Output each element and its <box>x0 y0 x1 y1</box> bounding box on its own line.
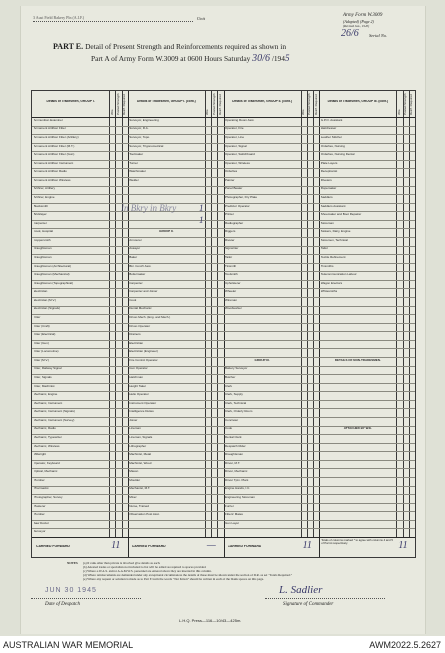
note-b: (b) Attested trades or specialists not included to list will be added as required to spaces provided. <box>83 566 207 569</box>
trade-label: Assayer <box>129 247 141 251</box>
unit-name: 3 Aust Field Bakery Pln (A.I.F.) <box>33 16 85 20</box>
part-title-row <box>53 42 286 51</box>
row-rule <box>32 203 415 204</box>
trade-label: Armament Artificer Fitter (Gun) <box>33 153 75 157</box>
trade-label: Operator, Keyboard <box>33 461 60 465</box>
date-caption: Date of Despatch <box>45 602 80 607</box>
column-header: W.E. <box>109 108 114 115</box>
column-header: W.E. <box>396 108 401 115</box>
row-rule <box>32 297 415 298</box>
trade-label: Ammunition Examiner <box>33 118 63 122</box>
trade-label: Fitter (M.V.) <box>33 358 50 362</box>
row-rule <box>32 194 415 195</box>
row-rule <box>32 434 415 435</box>
column-header: Reinf. Required <box>409 94 414 115</box>
trade-label: Helio Operator <box>129 393 149 397</box>
trade-label: Photographer, Dry Plate <box>225 195 258 199</box>
row-rule <box>32 357 415 358</box>
trade-label: Wheeler <box>225 290 237 294</box>
trade-label: Joiner <box>129 418 138 422</box>
trade-label: Saddlers <box>320 195 333 199</box>
row-rule <box>32 400 415 401</box>
trade-label: Lineman, Signals <box>129 435 153 439</box>
trade-label: Millwright <box>33 453 47 457</box>
trade-label: Ropemaker <box>320 187 337 191</box>
date-written: 30/6 <box>252 53 270 64</box>
trade-label: Saddlers Assistant <box>320 204 346 208</box>
trade-label: Leather Stitcher <box>320 135 342 139</box>
trade-label: Clerk, Technical <box>225 401 247 405</box>
group-header: Details of Tradesmen, GROUP III. (cont.) <box>327 100 389 103</box>
trade-label: Armourer <box>129 238 142 242</box>
trade-label: Drainers <box>129 333 141 337</box>
trade-label: Mason <box>129 470 139 474</box>
trade-label: Tinsmiths <box>320 264 334 268</box>
trade-label: Shoemaker and Boot Repairer <box>320 213 362 217</box>
row-rule <box>32 486 415 487</box>
trade-label: Instrument Operator <box>129 401 157 405</box>
trade-label: Draughtsman <box>33 255 52 259</box>
trade-label: Woodworker <box>225 307 242 311</box>
trade-label: Surveyor, Trigonometrical <box>129 144 164 148</box>
row-rule <box>32 143 415 144</box>
row-rule <box>32 494 415 495</box>
form-sheet <box>20 6 426 634</box>
part-line2: Part A of Army Form W.3009 at 0600 Hours Saturday <box>91 54 251 63</box>
trade-label: Whitesmiths <box>320 290 338 294</box>
trade-label: Turner <box>129 161 138 165</box>
row-rule <box>32 246 415 247</box>
row-rule <box>32 383 415 384</box>
row-rule <box>32 160 415 161</box>
part-title: PART E. <box>53 42 84 51</box>
serial-value: 26/6 <box>341 28 359 39</box>
row-rule <box>32 237 415 238</box>
trade-label: Photographer, Survey <box>33 495 63 499</box>
trade-label: Cook <box>129 298 137 302</box>
row-rule <box>32 228 415 229</box>
group-header: Details of Tradesmen, GROUP I. (cont.) <box>136 100 196 103</box>
trade-label: Height Taker <box>129 384 147 388</box>
trade-label: Toolsmith <box>225 273 238 277</box>
trade-label: Tailor <box>320 247 328 251</box>
trade-label: Radiographer <box>225 221 244 225</box>
trade-label: Bricklayer <box>33 213 47 217</box>
trade-label: Blacksmith <box>33 204 49 208</box>
carried-forward-total: 11 <box>111 540 121 551</box>
note-c: (c) Where a.W.A.S. and/or A.A.M.W.S. personnel are entered above they are inserted in this column. <box>83 570 212 573</box>
date-underline <box>31 598 141 599</box>
trade-label: Dental Mechanic <box>129 307 152 311</box>
trade-label: Furrier <box>225 504 234 508</box>
trade-label: Watchmaker <box>129 170 146 174</box>
row-rule <box>32 366 415 367</box>
serial-label: Serial No. <box>369 33 388 38</box>
trade-label: Welder <box>129 178 139 182</box>
trade-label: Fitter, Signals <box>33 375 52 379</box>
trade-label: Concreter <box>225 418 239 422</box>
trade-label: Observation Post Asst. <box>129 513 160 517</box>
carried-forward-label: CARRIED FORWARD <box>36 545 70 548</box>
despatch-date-stamp: JUN 30 1945 <box>45 587 97 594</box>
signature-caption: Signature of Commander <box>283 602 334 607</box>
part-line2-row <box>91 53 289 64</box>
row-rule <box>32 263 415 264</box>
trade-label: Draughtsman (Mechanical) <box>33 273 70 277</box>
trade-label: Stokers, Dairy, Engine <box>320 230 351 234</box>
trade-label: Draughtsman <box>225 453 244 457</box>
trade-label: Carpenter <box>33 221 47 225</box>
trade-label: Surveyor, Engineering <box>129 118 159 122</box>
note-a: (a) If rank other than private is involved give details as each. <box>83 562 161 565</box>
row-rule <box>32 451 415 452</box>
trade-label: Driver, Mechanic <box>225 470 248 474</box>
trade-label: Butcher <box>225 375 236 379</box>
signature-underline <box>265 598 385 599</box>
row-rule <box>32 306 415 307</box>
note-e: (e) Where any request or solution is made as to Part E form the words “Not Knwn” should be written in each of the blank spaces on this page. <box>83 578 264 581</box>
trade-label: Riveter <box>225 238 235 242</box>
trade-label: Mechanic, Typewriter <box>33 435 62 439</box>
trade-label: Intelligence Duties <box>129 410 154 414</box>
row-rule <box>32 528 415 529</box>
form-adapted: (Adapted) (Page 2) <box>343 19 374 24</box>
row-rule <box>32 271 415 272</box>
handwritten-baker-posted: 1 <box>199 203 204 213</box>
row-rule <box>32 426 415 427</box>
trade-label: Armament Artificer Wireless <box>33 178 71 182</box>
row-rule <box>32 477 415 478</box>
commander-signature: L. Sadlier <box>279 584 323 596</box>
trade-label: Carpenter <box>129 281 143 285</box>
trade-label: Fitter (Craft) <box>33 324 50 328</box>
trade-label: Orderlies, Nursing <box>320 144 345 148</box>
row-rule <box>32 288 415 289</box>
trade-label: Fire Control Operator <box>129 358 158 362</box>
trade-label: Clerk, Supply <box>225 393 243 397</box>
form-title: Army Form W.3009 <box>343 13 383 18</box>
trade-label: Armament Artificer Instrument <box>33 161 74 165</box>
row-rule <box>32 211 415 212</box>
trade-label: Moulder <box>129 478 141 482</box>
trade-label: Fitter (Gun) <box>33 341 49 345</box>
trade-label: Mixer <box>129 495 137 499</box>
trade-label: Engineering Storeman <box>225 495 255 499</box>
trade-label: Boilermaker <box>129 273 146 277</box>
trade-label: Textile Refinement <box>320 255 346 259</box>
row-rule <box>32 186 415 187</box>
row-rule <box>32 134 415 135</box>
trade-label: Baker <box>129 255 138 259</box>
trade-label: Riveters <box>320 178 332 182</box>
trade-label: Engine Hands, I.C. <box>225 487 251 491</box>
row-rule <box>32 323 415 324</box>
row-rule <box>32 503 415 504</box>
trade-label: Lithographer <box>129 444 147 448</box>
trade-label: Mechanic, Engine <box>33 393 58 397</box>
column-header: Posted Strength <box>403 93 408 115</box>
trade-label: Mechanic, Instrument <box>33 401 63 405</box>
archive-strip <box>0 636 445 653</box>
trade-label: Hairdresser <box>320 127 337 131</box>
column-header: Posted Strength <box>115 93 120 115</box>
row-rule <box>32 280 415 281</box>
trade-label: Tailor <box>225 255 233 259</box>
trade-label: Tinsmith <box>225 264 237 268</box>
trade-label: DETAILS OF NON-TRADESMEN. <box>334 358 381 362</box>
trade-label: Armament Artificer Fitter (Artillery) <box>33 135 79 139</box>
trade-label: Despatch Rider <box>225 444 246 448</box>
unit-suffix: Unit <box>197 16 206 21</box>
unit-underline <box>33 21 193 22</box>
trade-label: Operator, Fire <box>225 127 244 131</box>
trade-label: Operator, Line <box>225 135 245 139</box>
row-rule <box>32 340 415 341</box>
trade-label: Fitter, Machinist <box>33 384 55 388</box>
group-header: Details of Tradesmen, GROUP I. <box>46 100 95 103</box>
trade-label: Operator, Wireless <box>225 161 250 165</box>
trade-label: Storeman <box>320 221 334 225</box>
group-header: Details of Tradesmen, GROUP II. (cont.) <box>232 100 292 103</box>
trade-label: Hatchman <box>129 375 143 379</box>
trade-label: Clerk, Orderly Room <box>225 410 253 414</box>
trade-label: Toolmaker <box>129 153 144 157</box>
trade-label: Mechanic, Wireless <box>33 444 60 448</box>
notes-label: NOTES <box>67 562 78 565</box>
trade-label: Artificer, Artillery <box>33 187 56 191</box>
trade-label: Surveyor <box>33 530 46 534</box>
column-header: W.E. <box>205 108 210 115</box>
trade-label: Draughtsman (Topographical) <box>33 281 74 285</box>
carried-forward-label: CARRIED FORWARD <box>227 545 262 548</box>
trade-label: G.P.O. Assistant <box>320 118 343 122</box>
part-line1: Detail of Present Strength and Reinforcements required as shown in <box>85 42 287 51</box>
trade-label: Signwriter <box>225 247 239 251</box>
row-rule <box>32 348 415 349</box>
trade-label: Receptionist <box>320 170 338 174</box>
trade-label: Operating Room Asst. <box>225 118 255 122</box>
row-rule <box>32 511 415 512</box>
trade-label: Surveyor, R.A. <box>129 127 149 131</box>
trade-label: Electrician <box>129 341 144 345</box>
archive-name: AUSTRALIAN WAR MEMORIAL <box>3 640 134 650</box>
trade-label: Coppersmith <box>33 238 51 242</box>
trade-label: Cook, Hospital <box>33 230 54 234</box>
trade-label: Printer <box>225 213 234 217</box>
archive-id: AWM2022.5.2627 <box>369 640 441 650</box>
trade-label: Optical, Mechanic <box>33 470 58 474</box>
trade-label: Riggers <box>225 230 236 234</box>
trade-label: Battery Surveyor <box>225 367 248 371</box>
trade-label: Machinist, Wood <box>129 461 152 465</box>
column-header: Reinf. Required <box>217 94 222 115</box>
trade-label: Predictor Operator <box>225 204 250 208</box>
trade-label: Plasterer <box>33 504 46 508</box>
trade-label: Fitter, Railway Signal <box>33 367 62 371</box>
row-rule <box>32 391 415 392</box>
trade-label: Machinist, Metal <box>129 453 151 457</box>
row-rule <box>32 314 415 315</box>
trade-label: Carpenter and Joiner <box>129 290 158 294</box>
strength-table <box>31 90 416 558</box>
trade-label: Mechanist, M.T. <box>129 487 151 491</box>
trade-label: Fitter (Electrical) <box>33 333 56 337</box>
trade-label: Painter <box>225 178 235 182</box>
trade-label: Fitter (Locomotive) <box>33 350 59 354</box>
trade-label: Mechanic, Instrument (Survey) <box>33 418 75 422</box>
footer-rule <box>32 537 415 538</box>
row-rule <box>32 126 415 127</box>
trade-label: Plate Layers <box>320 161 338 165</box>
trade-label: Wireman <box>225 298 238 302</box>
column-header: Posted Strength <box>307 93 312 115</box>
trade-label: Operator, Signal <box>225 144 247 148</box>
printer-line: L.H.Q. Press—116—10/43—425m. <box>179 618 242 623</box>
trade-label: Telecommunication Labour <box>320 273 357 277</box>
trade-label: Orderlies <box>225 170 238 174</box>
trade-label: Clerk <box>225 384 233 388</box>
row-rule <box>32 331 415 332</box>
trade-label: GROUP II. <box>159 230 174 234</box>
trade-label: Plumber <box>33 513 45 517</box>
trade-label: Draughtsman (Architectural) <box>33 264 72 268</box>
trade-label: Electrician (Engineer) <box>129 350 158 354</box>
row-rule <box>32 374 415 375</box>
trade-label: Nurse, Trained <box>129 504 149 508</box>
trade-label: Surveyor, Topo. <box>129 135 151 139</box>
trade-label: Armament Artificer Radio <box>33 170 67 174</box>
trade-label: Driver, M.T. <box>225 461 241 465</box>
trade-label: Driver-Operator <box>129 324 151 328</box>
trade-label: Cook <box>225 427 233 431</box>
trade-label: Bkr. Cond'r Asst. <box>129 264 152 268</box>
year-text: /194 <box>271 54 285 63</box>
row-rule <box>32 417 415 418</box>
column-header: Reinf. Required <box>122 94 127 115</box>
carried-forward-total: 11 <box>302 540 312 551</box>
trade-label: GROUP III. <box>254 358 270 362</box>
trade-label: Armament Artificer Fitter <box>33 127 66 131</box>
trade-label: Electrician (Signals) <box>33 307 61 311</box>
row-rule <box>32 443 415 444</box>
year-written: 5 <box>284 53 290 63</box>
row-rule <box>32 177 415 178</box>
row-rule <box>32 168 415 169</box>
column-header: W.E. <box>301 108 306 115</box>
trade-label: Dental Clerk <box>225 435 242 439</box>
carried-forward-total: — <box>206 540 216 551</box>
row-rule <box>32 254 415 255</box>
trade-label: Operator, Switchboard <box>225 153 255 157</box>
trade-label: Mechanic, Instrument (Signals) <box>33 410 75 414</box>
totals-note: Totals of columns marked * to agree with columns 4 and 5 of Part A respectively. <box>321 539 393 545</box>
handwritten-baker-reinf: 1 <box>199 215 204 225</box>
trade-label: Artificer, Engine <box>33 195 55 199</box>
trade-label: Gun Operator <box>129 367 148 371</box>
trade-label: Mechanic, Radio <box>33 427 56 431</box>
trade-label: Electrician (M.V.) <box>33 298 57 302</box>
trade-label: ATTACHED BY W.E. <box>343 427 372 431</box>
trade-label: Orderlies, Nursing Dental <box>320 153 355 157</box>
trade-label: Saw Doctor <box>33 521 50 525</box>
trade-label: Gun Layer <box>225 521 240 525</box>
carried-forward-total: 11 <box>398 540 408 551</box>
carried-forward-label: CARRIED FORWARD <box>131 545 166 548</box>
trade-label: Driver Tptn. Plant <box>225 478 249 482</box>
trade-label: Electrician <box>33 290 48 294</box>
trade-label: Pharmacist <box>33 487 49 491</box>
header-rule <box>32 117 415 118</box>
trade-label: Plumber <box>33 478 45 482</box>
trade-label: Armament Artificer Fitter (M.T.) <box>33 144 75 148</box>
trade-label: Draughtsman <box>33 247 52 251</box>
column-header: Posted Strength <box>211 93 216 115</box>
trade-label: Fitters' Mates <box>225 513 243 517</box>
row-rule <box>32 220 415 221</box>
trade-label: Upholsterer <box>225 281 241 285</box>
trade-label: Panel Beater <box>225 187 243 191</box>
column-header: Reinf. Required <box>313 94 318 115</box>
trade-label: Wagon Erectors <box>320 281 343 285</box>
trade-label: Lineman <box>129 427 141 431</box>
row-rule <box>32 408 415 409</box>
trade-label: Driver-Mech. (Eng. and Mech.) <box>129 315 171 319</box>
note-d: (d) Where reinforcements are demanded under any exceptional circumstances the details of these must be shown under the section of D.R. as set “Totals Required.” <box>83 574 293 577</box>
row-rule <box>32 151 415 152</box>
row-rule <box>32 460 415 461</box>
row-rule <box>32 468 415 469</box>
trade-label: Fitter <box>33 315 41 319</box>
row-rule <box>32 520 415 521</box>
form-revised: (Revised Jan., 1945) <box>343 24 370 28</box>
handwritten-annotation: In Bkry in Bkry <box>121 203 177 213</box>
trade-label: Storemen, Technical <box>320 238 348 242</box>
